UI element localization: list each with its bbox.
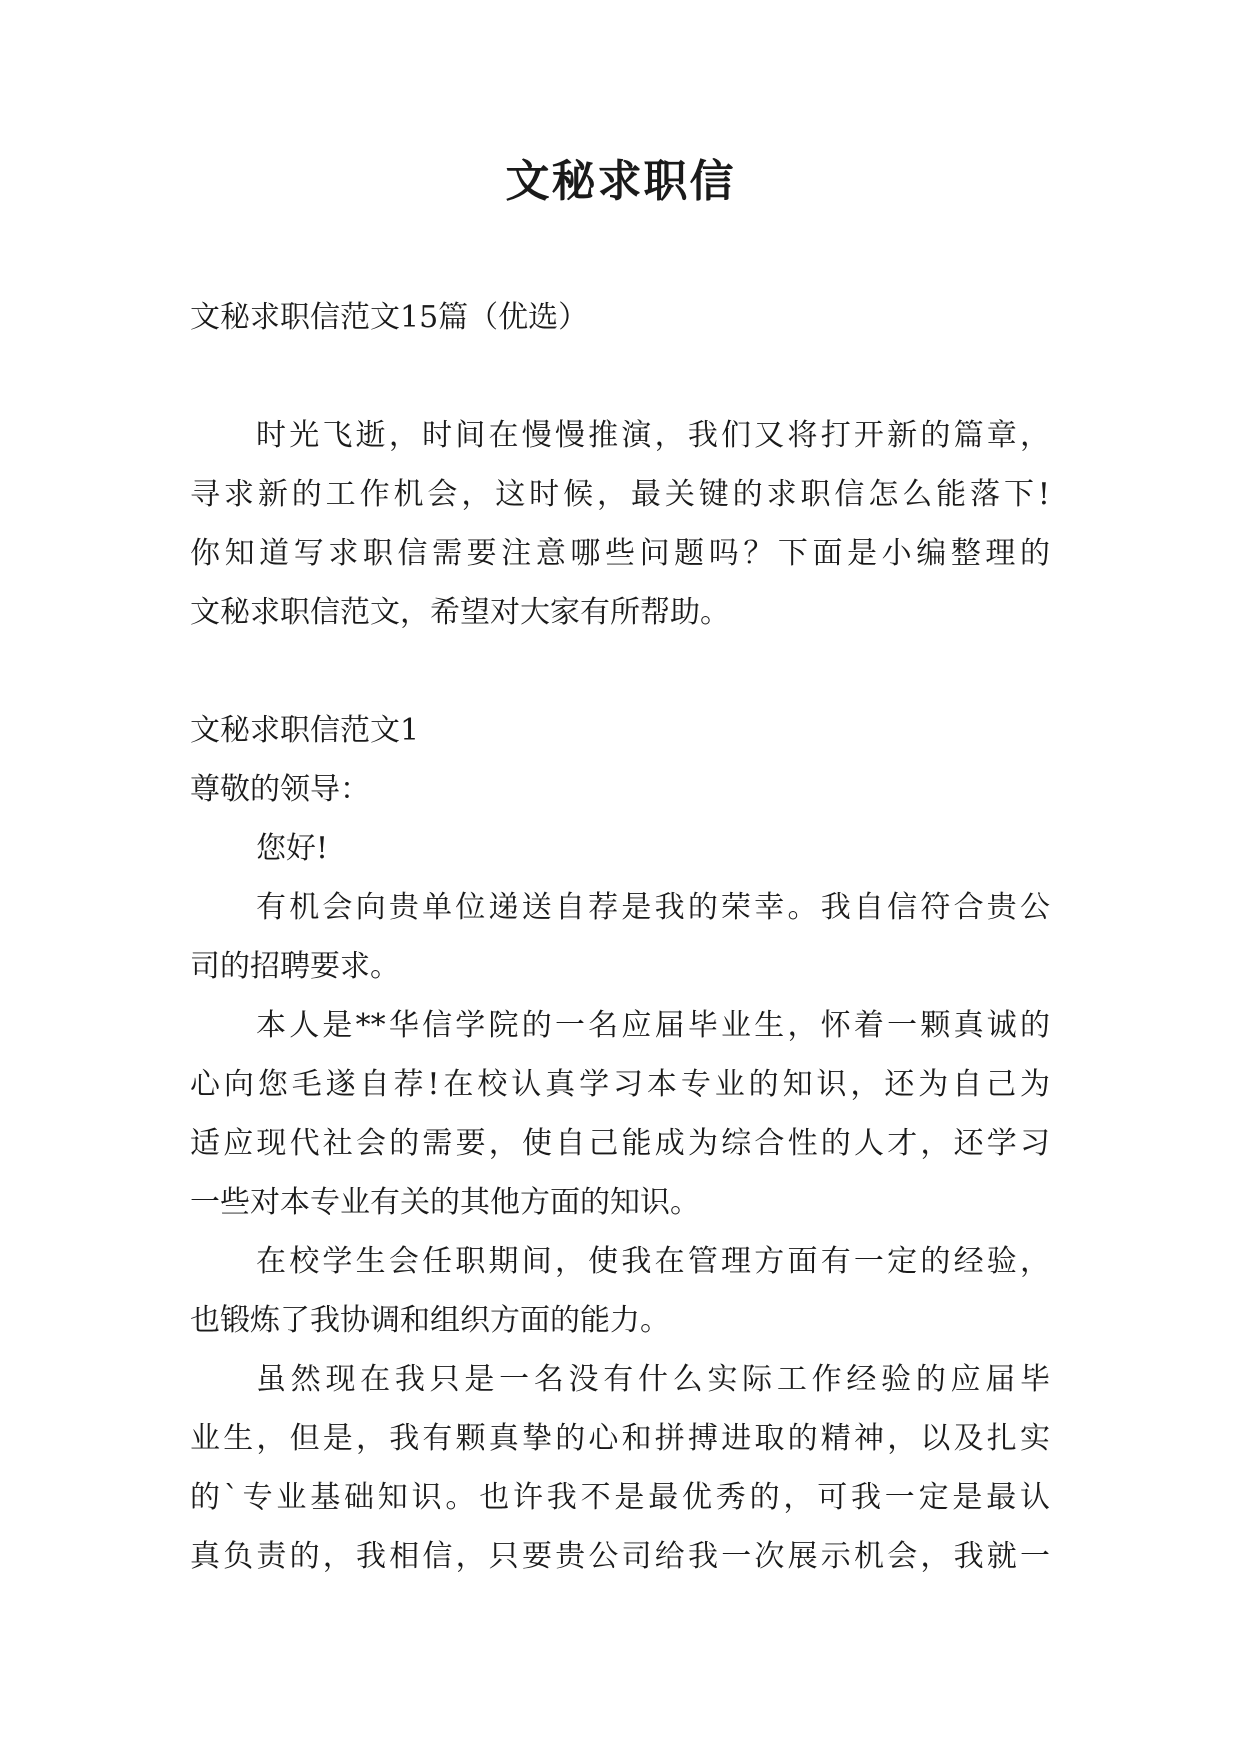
intro-line: 时光飞逝，时间在慢慢推演，我们又将打开新的篇章， — [256, 418, 1050, 453]
intro-line: 文秘求职信范文，希望对大家有所帮助。 — [190, 595, 730, 630]
paragraph-2 — [190, 996, 1050, 1232]
paragraph-line: 真负责的，我相信，只要贵公司给我一次展示机会，我就一 — [190, 1539, 1050, 1574]
paragraph-4 — [190, 1350, 1050, 1586]
paragraph-line: 司的招聘要求。 — [190, 949, 400, 984]
document-body — [190, 288, 1050, 1586]
paragraph-line: 也锻炼了我协调和组织方面的能力。 — [190, 1303, 670, 1338]
intro-paragraph — [190, 406, 1050, 642]
greeting: 您好! — [256, 831, 329, 866]
paragraph-line: 的`专业基础知识。也许我不是最优秀的，可我一定是最认 — [190, 1480, 1050, 1515]
paragraph-line: 一些对本专业有关的其他方面的知识。 — [190, 1185, 700, 1220]
paragraph-3 — [190, 1232, 1050, 1350]
document-title: 文秘求职信 — [505, 156, 736, 207]
paragraph-line: 有机会向贵单位递送自荐是我的荣幸。我自信符合贵公 — [256, 890, 1050, 925]
paragraph-line: 适应现代社会的需要，使自己能成为综合性的人才，还学习 — [190, 1126, 1050, 1161]
section-heading: 文秘求职信范文1 — [190, 713, 420, 748]
intro-line: 你知道写求职信需要注意哪些问题吗？下面是小编整理的 — [190, 536, 1050, 571]
paragraph-line: 本人是**华信学院的一名应届毕业生，怀着一颗真诚的 — [256, 1008, 1050, 1043]
spacer — [190, 347, 1050, 406]
paragraph-line: 在校学生会任职期间，使我在管理方面有一定的经验， — [256, 1244, 1050, 1279]
document-subtitle: 文秘求职信范文15篇（优选） — [190, 300, 589, 335]
paragraph-line: 业生，但是，我有颗真挚的心和拼搏进取的精神，以及扎实 — [190, 1421, 1050, 1456]
paragraph-line: 虽然现在我只是一名没有什么实际工作经验的应届毕 — [256, 1362, 1050, 1397]
salutation: 尊敬的领导： — [190, 772, 370, 807]
intro-line: 寻求新的工作机会，这时候，最关键的求职信怎么能落下! — [190, 477, 1050, 512]
paragraph-line: 心向您毛遂自荐!在校认真学习本专业的知识，还为自己为 — [190, 1067, 1050, 1102]
spacer — [190, 642, 1050, 701]
paragraph-1 — [190, 878, 1050, 996]
